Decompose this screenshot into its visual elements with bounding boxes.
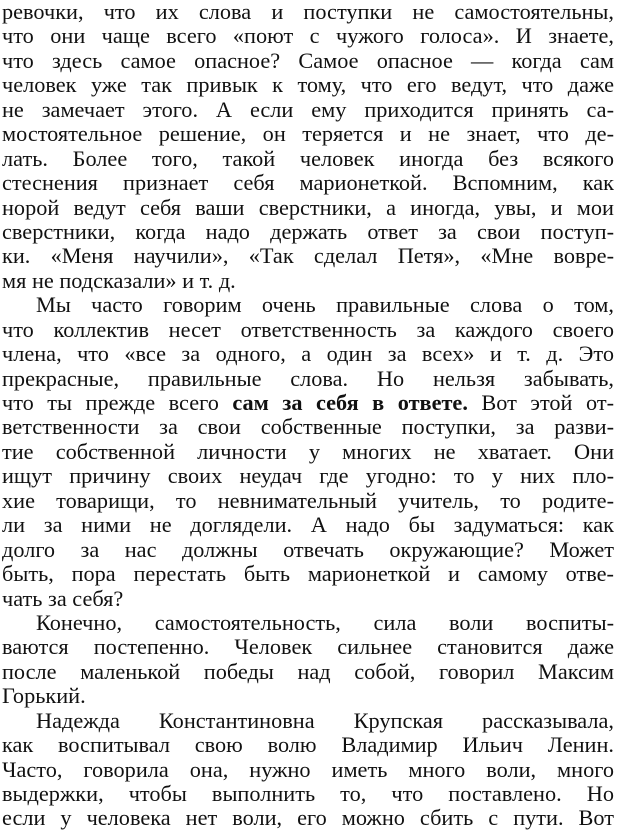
text-line [2, 489, 614, 513]
text-segment: быть, пора перестать быть марионеткой и самому отве- [2, 562, 614, 587]
text-line [2, 269, 614, 293]
text-line [2, 733, 614, 757]
text-segment: Надежда Константиновна Крупская рассказывала, [36, 708, 614, 733]
text-line [2, 367, 614, 391]
text-segment: Часто, говорила она, нужно иметь много воли, много [2, 757, 614, 782]
text-segment: тие собственной личности у многих не хватает. Они [2, 439, 614, 464]
text-segment: сверстники, когда надо держать ответ за свои поступ- [2, 219, 614, 244]
text-line [2, 49, 614, 73]
text-segment: долго за нас должны отвечать окружающие? Может [2, 537, 614, 562]
text-segment: что коллектив несет ответственность за каждого своего [2, 317, 614, 342]
text-line [2, 0, 614, 24]
text-segment: ветственности за свои собственные поступки, за разви- [2, 415, 614, 440]
text-segment: хие товарищи, то невнимательный учитель, то родите- [2, 488, 614, 513]
text-line [2, 611, 614, 635]
text-line [2, 171, 614, 195]
text-line [2, 440, 614, 464]
text-segment: лать. Более того, такой человек иногда без всякого [2, 146, 614, 171]
text-segment: если у человека нет воли, его можно сбить с пути. Вот [2, 806, 614, 831]
text-segment: чать за себя? [2, 586, 124, 611]
text-line [2, 415, 614, 439]
text-segment: члена, что «все за одного, а один за всех» и т. д. Это [2, 342, 614, 367]
text-line [2, 147, 614, 171]
text-line [2, 709, 614, 733]
text-line [2, 73, 614, 97]
text-segment: мя не подсказали» и т. д. [2, 268, 236, 293]
text-segment: стеснения признает себя марионеткой. Вспомним, как [2, 171, 614, 196]
text-segment: ищут причину своих неудач где угодно: то у них пло- [2, 464, 614, 489]
text-line [2, 806, 614, 830]
text-line [2, 293, 614, 317]
text-segment: Мы часто говорим очень правильные слова о том, [36, 293, 614, 318]
text-segment: человек уже так привык к тому, что его ведут, что даже [2, 73, 614, 98]
text-segment: не замечает этого. А если ему приходится принять са- [2, 97, 614, 122]
text-line [2, 342, 614, 366]
text-line [2, 464, 614, 488]
text-segment: ваются постепенно. Человек сильнее становится даже [2, 635, 614, 660]
text-line [2, 98, 614, 122]
text-line [2, 391, 614, 415]
text-segment: ки. «Меня научили», «Так сделал Петя», «Мне вовре- [2, 244, 614, 269]
text-line [2, 758, 614, 782]
text-line [2, 244, 614, 268]
text-line [2, 122, 614, 146]
bold-phrase: сам за себя в ответе. [232, 391, 468, 415]
text-segment: выдержки, чтобы выполнить то, что поставлено. Но [2, 782, 614, 806]
text-segment: Вот этой от- [467, 391, 614, 415]
text-line [2, 635, 614, 659]
text-line [2, 24, 614, 48]
text-line [2, 660, 614, 684]
text-segment: прекрасные, правильные слова. Но нельзя забывать, [2, 366, 614, 391]
text-segment: как воспитывал свою волю Владимир Ильич Ленин. [2, 733, 614, 758]
text-segment: Конечно, самостоятельность, сила воли воспиты- [36, 610, 614, 635]
text-line [2, 684, 614, 708]
text-line [2, 220, 614, 244]
text-segment: норой ведут себя ваши сверстники, а иногда, увы, и мои [2, 195, 614, 220]
text-segment: после маленькой победы над собой, говорил Максим [2, 659, 614, 684]
text-line [2, 587, 614, 611]
text-segment: Горький. [2, 684, 86, 709]
text-line [2, 318, 614, 342]
text-segment: ревочки, что их слова и поступки не самостоятельны, [2, 0, 614, 24]
text-segment: ли за ними не доглядели. А надо бы задуматься: как [2, 513, 614, 538]
text-segment: что ты прежде всего [2, 391, 233, 415]
text-line [2, 782, 614, 806]
text-segment: мостоятельное решение, он теряется и не знает, что де- [2, 122, 614, 147]
text-line [2, 196, 614, 220]
text-line [2, 562, 614, 586]
text-segment: что здесь самое опасное? Самое опасное — когда сам [2, 48, 614, 73]
text-line [2, 538, 614, 562]
text-line [2, 513, 614, 537]
text-segment: что они чаще всего «поют с чужого голоса». И знаете, [2, 24, 614, 49]
